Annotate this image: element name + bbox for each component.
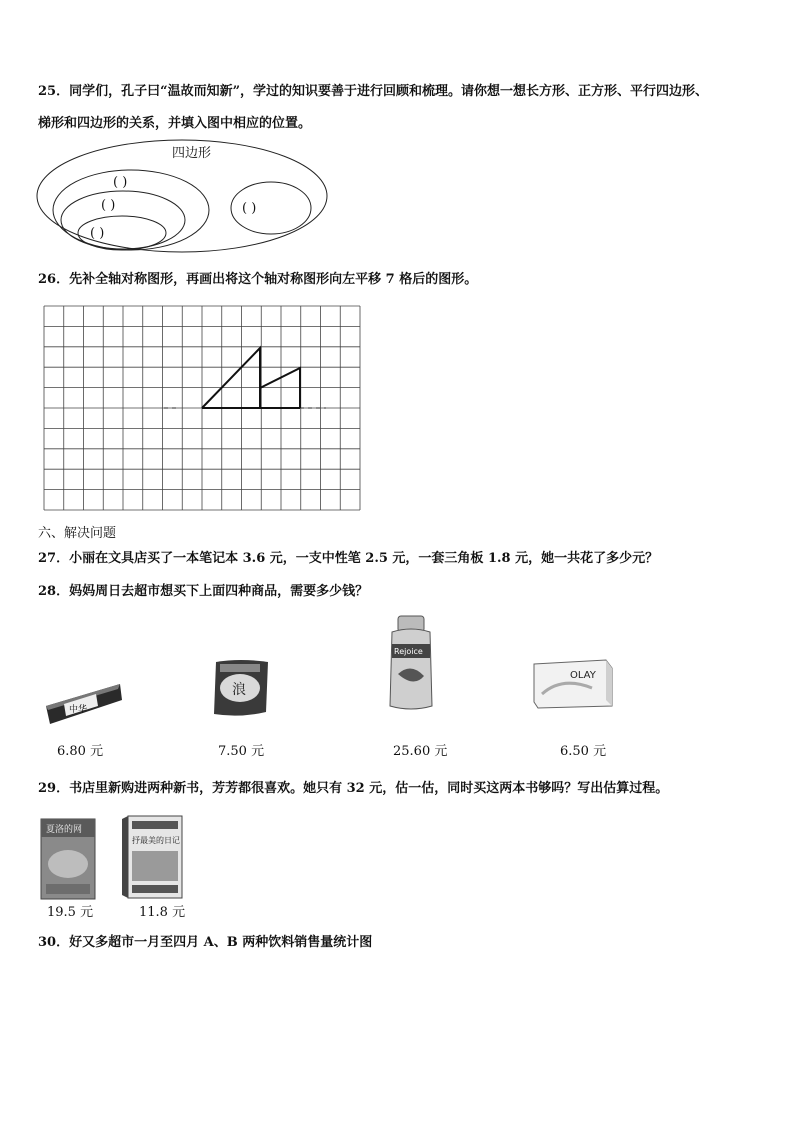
shampoo-brand: Rejoice — [394, 647, 423, 656]
venn-title: 四边形 — [172, 146, 212, 161]
venn-blank-square[interactable]: ( ) — [90, 226, 105, 241]
toothpaste-price: 6.80 元 — [57, 744, 104, 759]
detergent-price: 7.50 元 — [218, 744, 265, 759]
q29-text: 29．书店里新购进两种新书，芳芳都很喜欢。她只有 32 元，估一估，同时买这两本书够吗？写出估算过程。 — [38, 781, 669, 796]
venn-blank-rectangle[interactable]: ( ) — [101, 198, 116, 213]
book-cover-image-1 — [40, 818, 96, 900]
q25-text-line2: 梯形和四边形的关系，并填入图中相应的位置。 — [38, 116, 312, 131]
q25-text-line1: 25．同学们，孔子曰“温故而知新”，学过的知识要善于进行回顾和梳理。请你想一想长方形、正方形、平行四边形、 — [38, 84, 709, 99]
half-figure — [202, 348, 260, 408]
detergent-brand: 浪 — [232, 682, 246, 698]
soap-brand: OLAY — [570, 670, 596, 681]
q27-text: 27．小丽在文具店买了一本笔记本 3.6 元，一支中性笔 2.5 元，一套三角板 1.8 元，她一共花了多少元？ — [38, 551, 659, 566]
q30-text: 30．好又多超市一月至四月 A、B 两种饮料销售量统计图 — [38, 935, 373, 950]
section-title: 六、解决问题 — [38, 526, 117, 541]
q26-text: 26．先补全轴对称图形，再画出将这个轴对称图形向左平移 7 格后的图形。 — [38, 272, 478, 287]
venn-blank-trapezoid[interactable]: ( ) — [242, 201, 257, 216]
book1-price: 19.5 元 — [47, 905, 94, 920]
book-cover-image-2 — [120, 815, 184, 899]
toothpaste-brand: 中华 — [69, 705, 88, 715]
soap-price: 6.50 元 — [560, 744, 607, 759]
book2-price: 11.8 元 — [139, 905, 186, 920]
drawing-grid[interactable] — [44, 306, 360, 510]
q28-text: 28．妈妈周日去超市想买下上面四种商品，需要多少钱？ — [38, 584, 369, 599]
toothpaste-image — [44, 682, 124, 726]
shampoo-price: 25.60 元 — [393, 744, 448, 759]
soap-box-image — [532, 658, 614, 710]
shampoo-bottle-image — [386, 614, 436, 712]
venn-blank-parallelogram[interactable]: ( ) — [113, 175, 128, 190]
book1-title: 夏洛的网 — [46, 825, 83, 835]
book2-title: 抒最美的日记 — [132, 836, 180, 845]
detergent-image — [210, 658, 272, 718]
